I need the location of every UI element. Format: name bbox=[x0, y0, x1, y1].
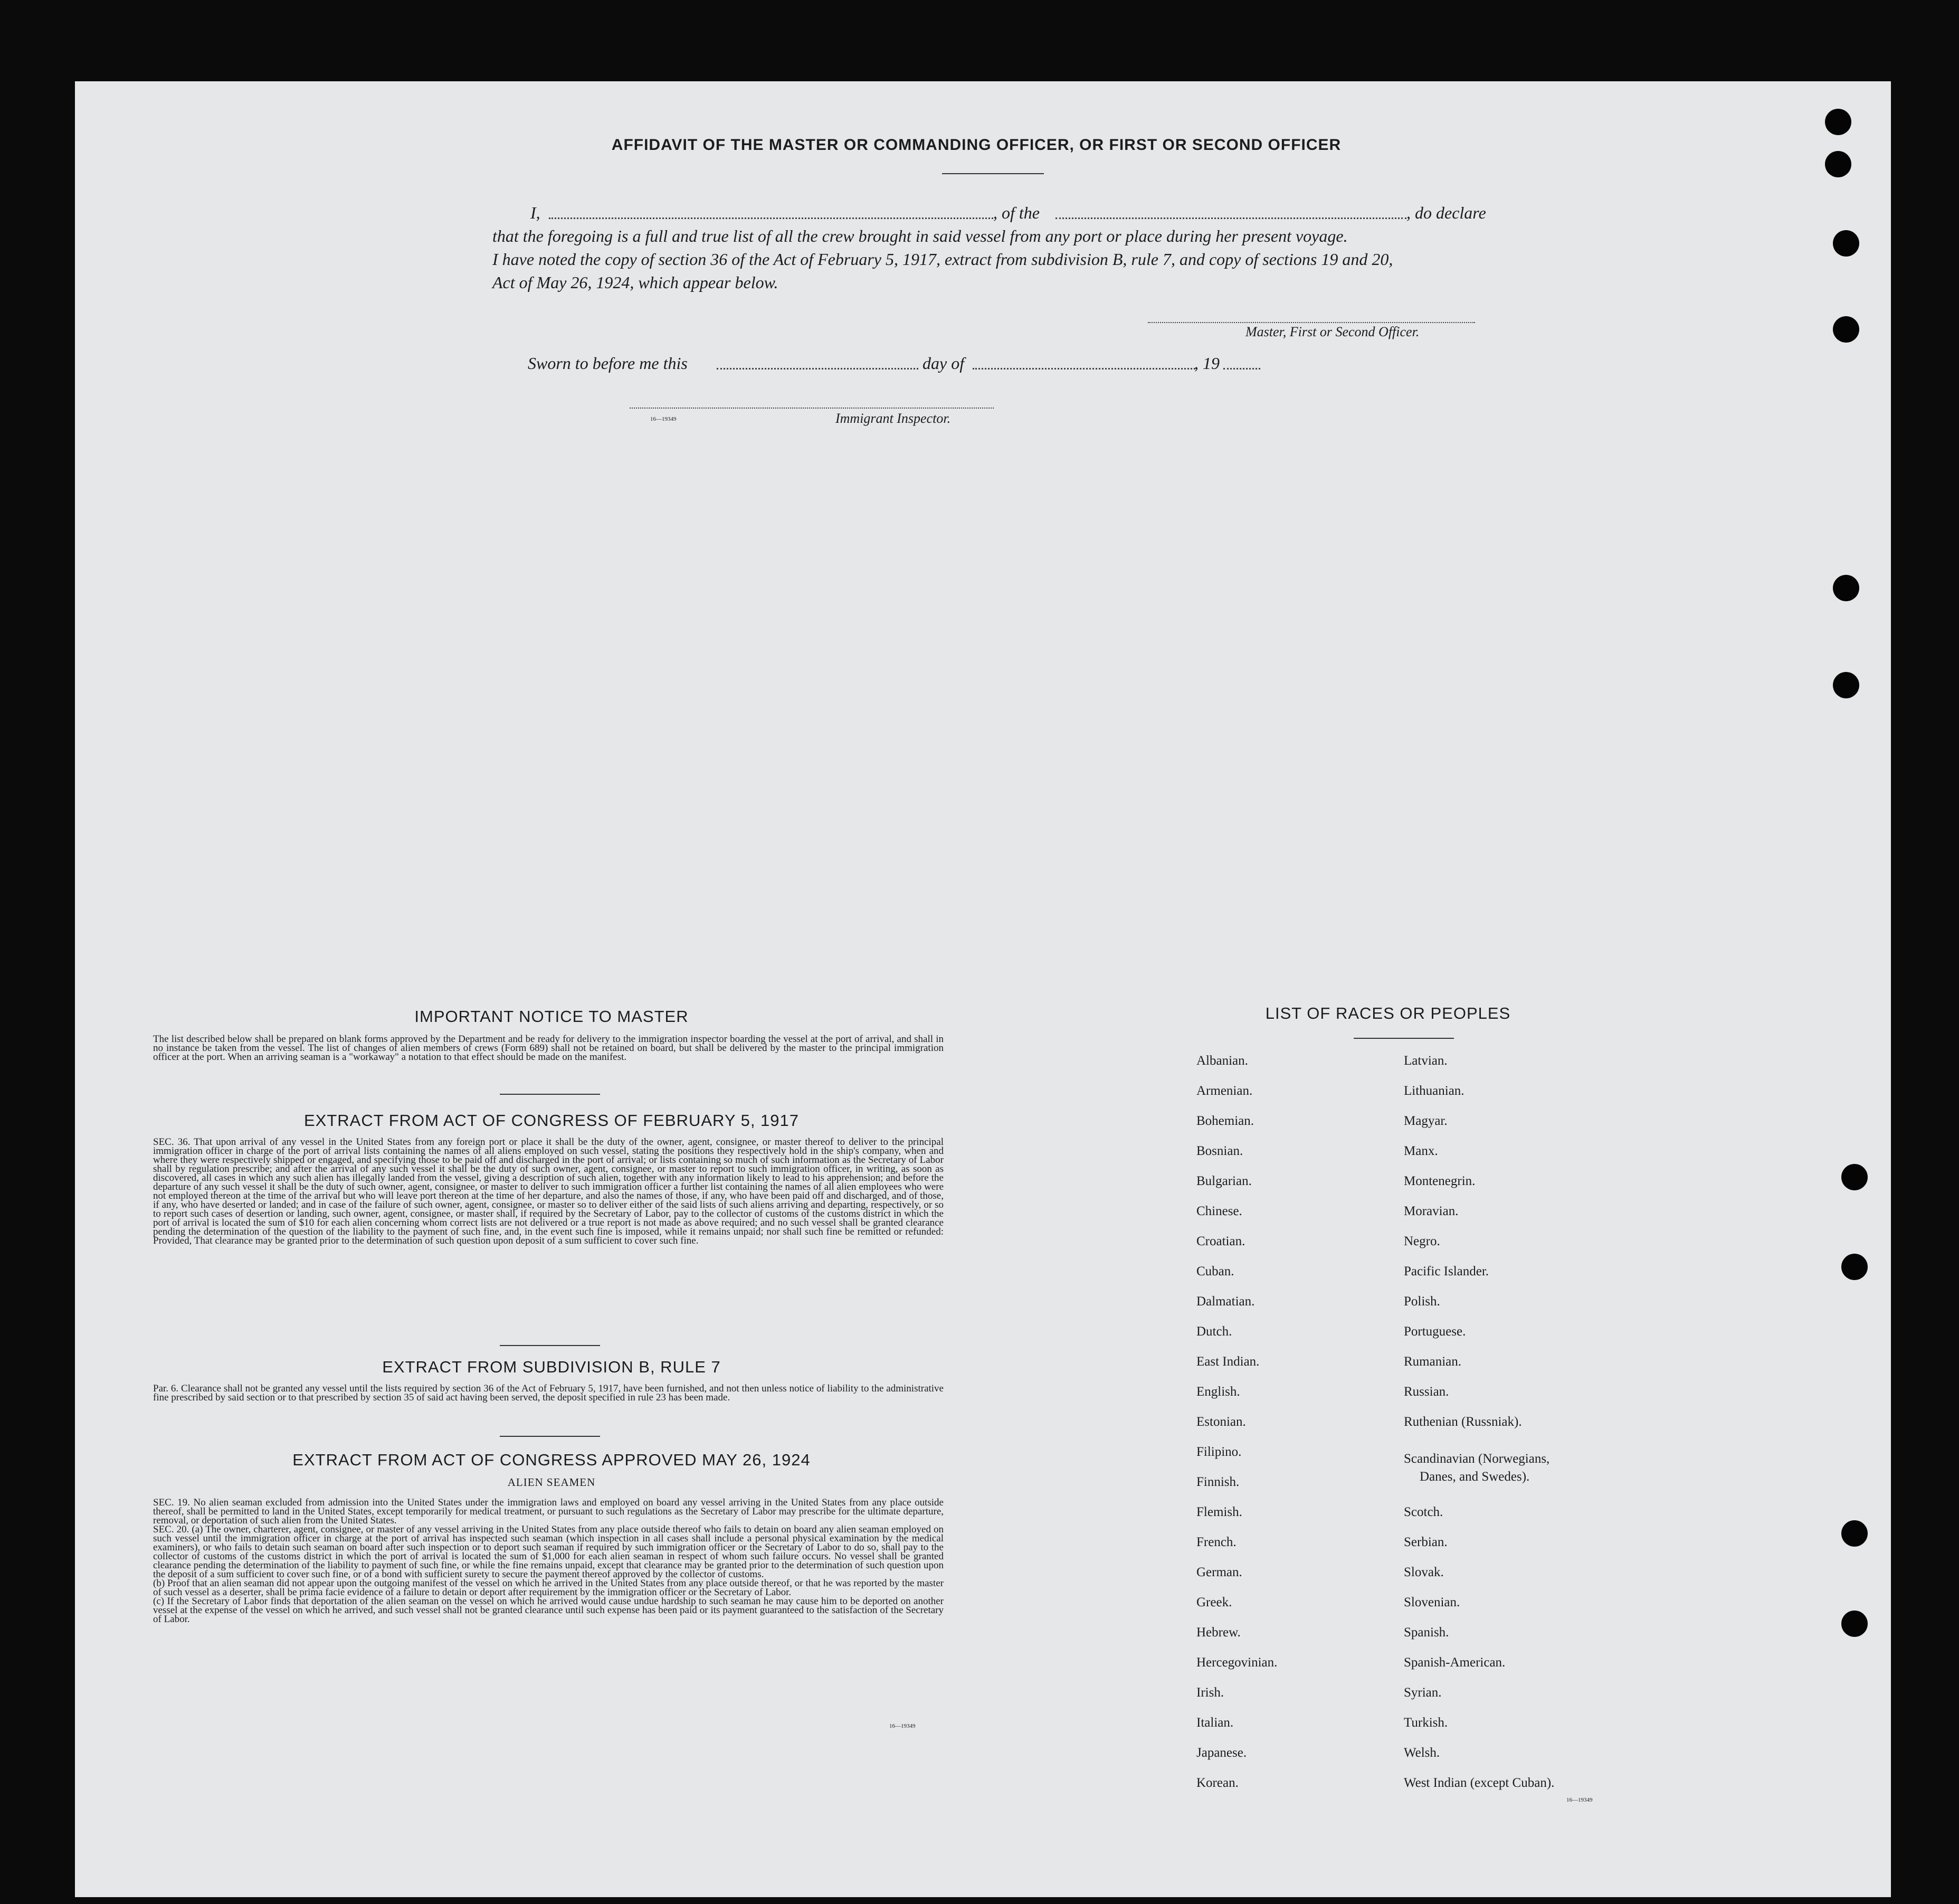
race-item: Bohemian. bbox=[1196, 1114, 1254, 1128]
binder-hole bbox=[1841, 1611, 1868, 1637]
notice-title: IMPORTANT NOTICE TO MASTER bbox=[414, 1007, 689, 1026]
binder-hole bbox=[1833, 316, 1859, 343]
divider bbox=[500, 1436, 600, 1437]
affidavit-title: AFFIDAVIT OF THE MASTER OR COMMANDING OFFICER, OR FIRST OR SECOND OFFICER bbox=[611, 136, 1342, 154]
race-item: Cuban. bbox=[1196, 1264, 1234, 1278]
affidavit-line-2: that the foregoing is a full and true list of all the crew brought in said vessel from any port or place during her present voyage. bbox=[492, 226, 1348, 245]
race-item: Pacific Islander. bbox=[1404, 1264, 1489, 1278]
sworn-year: , 19 bbox=[1194, 354, 1220, 373]
race-item: Magyar. bbox=[1404, 1114, 1448, 1128]
form-code: 16—19349 bbox=[650, 416, 677, 422]
binder-hole bbox=[1833, 672, 1859, 698]
sworn-month-blank[interactable] bbox=[973, 368, 1195, 370]
sworn-text: Sworn to before me this bbox=[528, 354, 688, 373]
race-item: Ruthenian (Russniak). bbox=[1404, 1415, 1522, 1429]
sworn-day-of: day of bbox=[923, 354, 965, 373]
race-item: Portuguese. bbox=[1404, 1324, 1466, 1339]
affidavit-do-declare: , do declare bbox=[1406, 203, 1486, 222]
race-item: West Indian (except Cuban). bbox=[1404, 1776, 1555, 1790]
affidavit-line-4: Act of May 26, 1924, which appear below. bbox=[492, 273, 778, 292]
race-item: Korean. bbox=[1196, 1776, 1239, 1790]
race-item: Bosnian. bbox=[1196, 1144, 1243, 1158]
rule7-text: Par. 6. Clearance shall not be granted any vessel until the lists required by section 36 of the Act of February 5, 1917, have been furnished, and not then unless notice of liability to the administrative fine prescribed by said section or to that prescribed by section 35 of said act having been served, the deposit specified in rule 23 has been made. bbox=[153, 1383, 944, 1403]
form-code: 16—19349 bbox=[889, 1723, 916, 1729]
race-item: Manx. bbox=[1404, 1144, 1438, 1158]
sec-20b-text: (b) Proof that an alien seaman did not appear upon the outgoing manifest of the vessel on which he arrived in the United States from any place outside thereof, or that he was reported by the master of such vessel as a deserter, shall be prima facie evidence of a failure to detain or deport after requirement by the immigration officer or the Secretary of Labor. bbox=[153, 1578, 944, 1598]
race-item: Greek. bbox=[1196, 1595, 1232, 1609]
race-item: Negro. bbox=[1404, 1234, 1440, 1248]
race-item: Danes, and Swedes). bbox=[1420, 1470, 1530, 1484]
race-item: Armenian. bbox=[1196, 1084, 1253, 1098]
race-item: Slovak. bbox=[1404, 1565, 1444, 1579]
binder-hole bbox=[1833, 230, 1859, 257]
affidavit-of-the: , of the bbox=[993, 203, 1040, 222]
race-item: Slovenian. bbox=[1404, 1595, 1460, 1609]
divider bbox=[500, 1345, 600, 1346]
signature-label: Master, First or Second Officer. bbox=[1245, 324, 1420, 339]
binder-hole bbox=[1825, 151, 1851, 177]
race-item: German. bbox=[1196, 1565, 1242, 1579]
race-item: Irish. bbox=[1196, 1685, 1224, 1700]
race-item: Dutch. bbox=[1196, 1324, 1232, 1339]
binder-hole bbox=[1841, 1254, 1868, 1280]
signature-line[interactable] bbox=[1148, 322, 1475, 323]
sec-20a-text: SEC. 20. (a) The owner, charterer, agent, consignee, or master of any vessel arriving in the United States from any place outside thereof who fails to detain on board any alien seaman employed on such vessel until the immigration officer in charge at the port of arrival has inspected such seaman (which inspection in all cases shall include a personal physical examination by the medical examiners), or who fails to detain such seaman on board after such inspection or to deport such seaman if required by such immigration officer or the Secretary of Labor to do so, shall pay to the collector of customs of the customs district in which the port of arrival is located the sum of $1,000 for each alien seaman in respect of whom such failure occurs. No vessel shall be granted clearance pending the determination of the liability to payment of such fine, or while the fine remains unpaid, except that clearance may be granted prior to the determination of such question upon the deposit of a sum sufficient to cover such fine, or of a bond with sufficient surety to secure the payment thereof approved by the collector of customs. bbox=[153, 1524, 944, 1580]
divider bbox=[500, 1094, 600, 1095]
race-item: Spanish-American. bbox=[1404, 1655, 1506, 1670]
race-item: Turkish. bbox=[1404, 1716, 1448, 1730]
name-blank[interactable] bbox=[549, 217, 993, 219]
race-item: Russian. bbox=[1404, 1385, 1449, 1399]
race-item: Syrian. bbox=[1404, 1685, 1442, 1700]
divider bbox=[1354, 1038, 1454, 1039]
race-item: Filipino. bbox=[1196, 1445, 1242, 1459]
affidavit-line-3: I have noted the copy of section 36 of the Act of February 5, 1917, extract from subdivision B, rule 7, and copy of sections 19 and 20, bbox=[492, 250, 1393, 269]
sworn-day-blank[interactable] bbox=[717, 368, 918, 370]
race-item: Scandinavian (Norwegians, bbox=[1404, 1452, 1550, 1466]
race-item: Moravian. bbox=[1404, 1204, 1459, 1218]
race-item: Dalmatian. bbox=[1196, 1294, 1255, 1309]
sworn-year-blank[interactable] bbox=[1223, 368, 1260, 370]
document-page bbox=[75, 81, 1891, 1897]
inspector-label: Immigrant Inspector. bbox=[835, 411, 951, 426]
binder-hole bbox=[1825, 109, 1851, 135]
binder-hole bbox=[1833, 575, 1859, 601]
form-code: 16—19349 bbox=[1566, 1797, 1593, 1803]
notice-text: The list described below shall be prepared on blank forms approved by the Department and be ready for delivery to the immigration inspector boarding the vessel at the port of arrival, and shall in no instance be taken from the vessel. The list of changes of alien members of crews (Form 689) shall not be retained on board, but shall be delivered by the master to the principal immigration officer at the port. When an arriving seaman is a "workaway" a notation to that effect should be made on the manifest. bbox=[153, 1034, 944, 1063]
race-item: Lithuanian. bbox=[1404, 1084, 1465, 1098]
race-item: Estonian. bbox=[1196, 1415, 1246, 1429]
race-item: Serbian. bbox=[1404, 1535, 1448, 1549]
race-item: Bulgarian. bbox=[1196, 1174, 1252, 1188]
title-underline bbox=[942, 173, 1044, 174]
race-item: Montenegrin. bbox=[1404, 1174, 1476, 1188]
race-item: Scotch. bbox=[1404, 1505, 1443, 1519]
inspector-signature-line[interactable] bbox=[630, 408, 994, 409]
affidavit-i: I, bbox=[530, 203, 540, 222]
sec-19-text: SEC. 19. No alien seaman excluded from admission into the United States under the immigration laws and employed on board any vessel arriving in the United States from any place outside thereof, shall be permitted to land in the United States, except temporarily for medical treatment, or pursuant to such regulations as the Secretary of Labor may prescribe for the ultimate departure, removal, or deportation of such alien from the United States. bbox=[153, 1497, 944, 1526]
rule7-title: EXTRACT FROM SUBDIVISION B, RULE 7 bbox=[382, 1358, 721, 1376]
race-item: Welsh. bbox=[1404, 1746, 1440, 1760]
extract-1924-title: EXTRACT FROM ACT OF CONGRESS APPROVED MAY 26, 1924 bbox=[292, 1451, 811, 1469]
race-item: Italian. bbox=[1196, 1716, 1234, 1730]
race-item: Hebrew. bbox=[1196, 1625, 1241, 1640]
races-title: LIST OF RACES OR PEOPLES bbox=[1265, 1004, 1511, 1022]
race-item: Chinese. bbox=[1196, 1204, 1242, 1218]
race-item: Finnish. bbox=[1196, 1475, 1240, 1489]
race-item: Hercegovinian. bbox=[1196, 1655, 1278, 1670]
race-item: English. bbox=[1196, 1385, 1240, 1399]
vessel-blank[interactable] bbox=[1055, 217, 1406, 219]
race-item: Japanese. bbox=[1196, 1746, 1247, 1760]
race-item: Polish. bbox=[1404, 1294, 1440, 1309]
race-item: French. bbox=[1196, 1535, 1237, 1549]
sec-20c-text: (c) If the Secretary of Labor finds that deportation of the alien seaman on the vessel on which he arrived would cause undue hardship to such seaman he may cause him to be deported on another vessel at the expense of the vessel on which he arrived, and such vessel shall not be granted clearance until such expense has been paid or its payment guaranteed to the satisfaction of the Secretary of Labor. bbox=[153, 1596, 944, 1625]
race-item: Albanian. bbox=[1196, 1054, 1248, 1068]
binder-hole bbox=[1841, 1520, 1868, 1547]
binder-hole bbox=[1841, 1164, 1868, 1190]
race-item: Croatian. bbox=[1196, 1234, 1245, 1248]
race-item: Latvian. bbox=[1404, 1054, 1448, 1068]
extract-1924-text bbox=[153, 1498, 944, 1624]
race-item: East Indian. bbox=[1196, 1354, 1260, 1369]
extract-1917-text: SEC. 36. That upon arrival of any vessel in the United States from any foreign port or place it shall be the duty of the owner, agent, consignee, or master thereof to deliver to the principal immigration officer in charge of the port of arrival lists containing the names of all aliens employed on such vessel, stating the positions they respectively hold in the ship's company, when and where they were respectively shipped or engaged, and specifying those to be paid off and discharged in the port of arrival; or lists containing so much of such information as the Secretary of Labor shall by regulation prescribe; and after the arrival of any such vessel it shall be the duty of such owner, agent, consignee, or master to report to such immigration officer, in writing, as soon as discovered, all cases in which any such alien has illegally landed from the vessel, giving a description of such alien, together with any information likely to lead to his apprehension; and before the departure of any such vessel it shall be the duty of such owner, agent, consignee, or master to deliver to such immigration officer a further list containing the names of all alien employees who were not employed thereon at the time of the arrival but who will leave port thereon at the time of her departure, and also the names of those, if any, who have been paid off and discharged, and of those, if any, who have deserted or landed; and in case of the failure of such owner, agent, consignee, or master so to deliver either of the said lists of such aliens arriving and departing, respectively, or so to report such cases of desertion or landing, such owner, agent, consignee, or master shall, if required by the Secretary of Labor, pay to the collector of customs of the customs district in which the port of arrival is located the sum of $10 for each alien concerning whom correct lists are not delivered or a true report is not made as above required; and no such vessel shall be granted clearance pending the determination of the question of the liability to the payment of such fine, and, in the event such fine is imposed, while it remains unpaid; nor shall such fine be remitted or refunded: Provided, That clearance may be granted prior to the determination of such question upon deposit of a sum sufficient to cover such fine. bbox=[153, 1136, 944, 1246]
race-item: Flemish. bbox=[1196, 1505, 1242, 1519]
alien-seamen-subtitle: ALIEN SEAMEN bbox=[507, 1476, 596, 1489]
extract-1917-title: EXTRACT FROM ACT OF CONGRESS OF FEBRUARY 5, 1917 bbox=[303, 1111, 800, 1130]
race-item: Spanish. bbox=[1404, 1625, 1449, 1640]
race-item: Rumanian. bbox=[1404, 1354, 1462, 1369]
